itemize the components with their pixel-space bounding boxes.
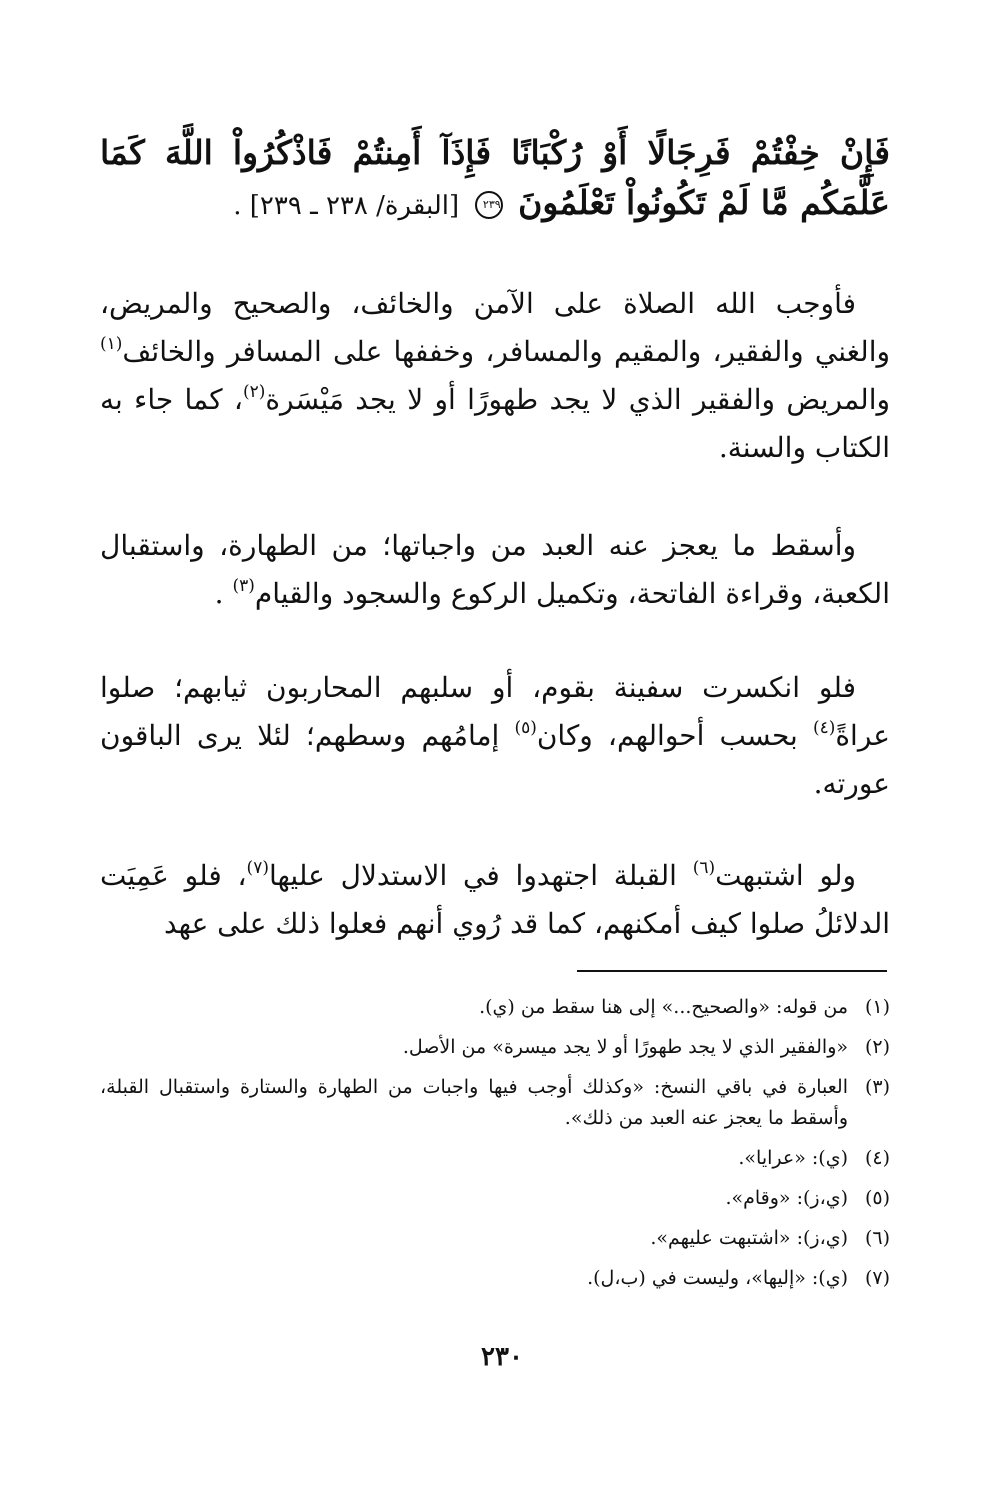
footnote-item [100, 1263, 890, 1294]
paragraph-text: فأوجب الله الصلاة على الآمن والخائف، والصحيح والمريض، والغني والفقير، والمقيم والمسافر، وخففها على المسافر والخائف [100, 287, 890, 368]
footnote-text: العبارة في باقي النسخ: «وكذلك أوجب فيها واجبات من الطهارة والستارة واستقبال القبلة، وأسقط ما يعجز عنه العبد من ذلك». [100, 1076, 848, 1129]
footnote-number: (٣) [864, 1076, 890, 1098]
paragraph-text: . [214, 577, 233, 610]
footnote-item [100, 1032, 890, 1063]
footnote-item [100, 1072, 890, 1134]
footnote-marker[interactable]: (٤) [812, 718, 836, 738]
footnote-text: (ي،ز): «اشتبهت عليهم». [650, 1227, 848, 1249]
verse-reference: [البقرة/ ٢٣٨ ـ ٢٣٩] . [233, 191, 460, 221]
footnote-marker[interactable]: (٢) [242, 382, 266, 402]
footnote-text: من قوله: «والصحيح...» إلى هنا سقط من (ي). [479, 996, 848, 1018]
footnote-marker[interactable]: (١) [100, 334, 123, 354]
paragraph-text: ولو اشتبهت [715, 859, 857, 892]
verse-text: فَإِنْ خِفْتُمْ فَرِجَالًا أَوْ رُكْبَانًا فَإِذَآ أَمِنتُمْ فَاذْكُرُواْ اللَّهَ كَمَا عَلَّمَكُم مَّا لَمْ تَكُونُواْ تَعْلَمُونَ [100, 133, 890, 222]
footnote-number: (٢) [864, 1036, 890, 1058]
footnote-item [100, 1143, 890, 1174]
footnote-number: (٦) [864, 1227, 890, 1249]
footnote-item [100, 1183, 890, 1214]
footnote-number: (٤) [864, 1147, 890, 1169]
footnote-text: (ي): «إليها»، وليست في (ب،ل). [587, 1267, 848, 1289]
footnote-text: (ي،ز): «وقام». [725, 1187, 848, 1209]
paragraph-text: ، فلو عَمِيَت الدلائلُ صلوا كيف أمكنهم، كما قد رُوي أنهم فعلوا ذلك على عهد [100, 859, 890, 940]
footnote-item [100, 1223, 890, 1254]
ayah-number-marker: ٢٣٩ [475, 191, 503, 219]
footnote-marker[interactable]: (٣) [232, 576, 255, 596]
footnote-marker[interactable]: (٧) [246, 858, 269, 878]
footnote-number: (١) [864, 996, 890, 1018]
paragraph [100, 522, 890, 618]
footnote-number: (٧) [864, 1267, 890, 1289]
footnote-text: «والفقير الذي لا يجد طهورًا أو لا يجد ميسرة» من الأصل. [402, 1036, 848, 1058]
footnote-marker[interactable]: (٥) [514, 718, 537, 738]
paragraph [100, 280, 890, 472]
footnotes-list [100, 992, 890, 1303]
footnote-marker[interactable]: (٦) [692, 858, 716, 878]
paragraph-text: والمريض والفقير الذي لا يجد طهورًا أو لا يجد مَيْسَرة [265, 383, 890, 416]
paragraph-text: القبلة اجتهدوا في الاستدلال عليها [268, 859, 693, 892]
paragraph [100, 664, 890, 808]
footnote-text: (ي): «عرايا». [738, 1147, 848, 1169]
page-number: ٢٣٠ [481, 1342, 523, 1372]
footnote-item [100, 992, 890, 1023]
paragraph-text: بحسب أحوالهم، وكان [536, 719, 813, 752]
paragraph [100, 852, 890, 948]
footnote-number: (٥) [864, 1187, 890, 1209]
paragraph-text: فلو انكسرت سفينة بقوم، أو سلبهم المحاربون ثيابهم؛ صلوا عراةً [100, 671, 890, 752]
paragraph-text: وأسقط ما يعجز عنه العبد من واجباتها؛ من الطهارة، واستقبال الكعبة، وقراءة الفاتحة، وتكميل الركوع والسجود والقيام [100, 529, 890, 610]
paragraph-text: إمامُهم وسطهم؛ لئلا يرى الباقون عورته. [100, 719, 890, 800]
quran-verse [100, 128, 890, 231]
footnote-separator [577, 970, 887, 972]
paragraph-text: ، كما جاء به الكتاب والسنة. [100, 383, 890, 464]
